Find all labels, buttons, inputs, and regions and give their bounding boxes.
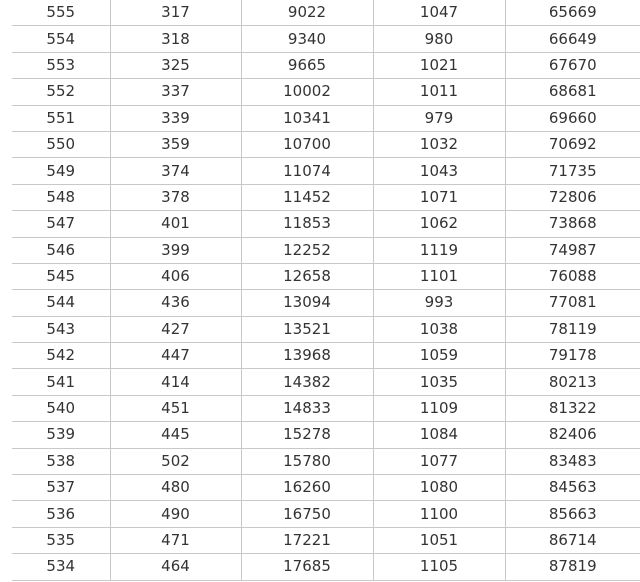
count-cell: 359 [110,131,241,157]
cumulative-count-cell: 10700 [241,131,373,157]
cumulative-b-cell: 74987 [505,237,640,263]
cumulative-b-cell: 69660 [505,105,640,131]
table-row [12,395,640,421]
table-row [12,0,640,26]
table-row [12,184,640,210]
cumulative-count-cell: 9665 [241,52,373,78]
count-cell: 317 [110,0,241,26]
cumulative-count-cell: 13521 [241,316,373,342]
cumulative-b-cell: 70692 [505,131,640,157]
table-row [12,369,640,395]
count-cell: 337 [110,79,241,105]
cumulative-b-cell: 82406 [505,422,640,448]
cumulative-b-cell: 86714 [505,527,640,553]
count-cell: 374 [110,158,241,184]
cumulative-count-cell: 11452 [241,184,373,210]
cumulative-count-cell: 16750 [241,501,373,527]
count-cell: 406 [110,263,241,289]
cumulative-count-cell: 14382 [241,369,373,395]
score-cell: 536 [12,501,110,527]
score-cell: 554 [12,26,110,52]
score-cell: 552 [12,79,110,105]
table-row [12,105,640,131]
count-b-cell: 1101 [373,263,505,289]
count-b-cell: 1080 [373,475,505,501]
score-cell: 541 [12,369,110,395]
count-cell: 502 [110,448,241,474]
count-cell: 325 [110,52,241,78]
cumulative-b-cell: 68681 [505,79,640,105]
count-cell: 451 [110,395,241,421]
cumulative-b-cell: 65669 [505,0,640,26]
table-row [12,475,640,501]
cumulative-b-cell: 79178 [505,343,640,369]
cumulative-count-cell: 15278 [241,422,373,448]
count-cell: 318 [110,26,241,52]
count-cell: 339 [110,105,241,131]
table-row [12,422,640,448]
count-b-cell: 1059 [373,343,505,369]
cumulative-count-cell: 13968 [241,343,373,369]
table-row [12,554,640,580]
cumulative-count-cell: 17221 [241,527,373,553]
score-cell: 555 [12,0,110,26]
count-b-cell: 1021 [373,52,505,78]
table-row [12,316,640,342]
score-cell: 549 [12,158,110,184]
cumulative-b-cell: 71735 [505,158,640,184]
count-b-cell: 1043 [373,158,505,184]
score-cell: 538 [12,448,110,474]
table-row [12,290,640,316]
cumulative-count-cell: 9340 [241,26,373,52]
cumulative-count-cell: 10341 [241,105,373,131]
cumulative-count-cell: 11074 [241,158,373,184]
score-cell: 545 [12,263,110,289]
cumulative-count-cell: 13094 [241,290,373,316]
score-cell: 546 [12,237,110,263]
count-b-cell: 1100 [373,501,505,527]
count-cell: 401 [110,211,241,237]
count-cell: 480 [110,475,241,501]
table-row [12,501,640,527]
table-row [12,26,640,52]
table-row [12,158,640,184]
score-table-container [12,0,640,582]
score-cell: 547 [12,211,110,237]
cumulative-b-cell: 83483 [505,448,640,474]
score-cell: 542 [12,343,110,369]
count-cell: 436 [110,290,241,316]
cumulative-b-cell: 80213 [505,369,640,395]
count-cell: 427 [110,316,241,342]
score-cell: 551 [12,105,110,131]
cumulative-count-cell: 15780 [241,448,373,474]
table-row [12,343,640,369]
score-cell: 543 [12,316,110,342]
count-b-cell: 1011 [373,79,505,105]
cumulative-b-cell: 78119 [505,316,640,342]
cumulative-b-cell: 87819 [505,554,640,580]
cumulative-count-cell: 16260 [241,475,373,501]
cumulative-count-cell: 14833 [241,395,373,421]
count-b-cell: 1035 [373,369,505,395]
count-cell: 445 [110,422,241,448]
cumulative-b-cell: 85663 [505,501,640,527]
score-cell: 539 [12,422,110,448]
count-b-cell: 979 [373,105,505,131]
cumulative-count-cell: 11853 [241,211,373,237]
table-row [12,263,640,289]
count-b-cell: 1077 [373,448,505,474]
count-b-cell: 1051 [373,527,505,553]
cumulative-count-cell: 12252 [241,237,373,263]
table-row [12,79,640,105]
score-cell: 550 [12,131,110,157]
score-cell: 544 [12,290,110,316]
count-b-cell: 1038 [373,316,505,342]
score-cell: 534 [12,554,110,580]
cumulative-count-cell: 10002 [241,79,373,105]
table-row [12,527,640,553]
score-table-body [12,0,640,580]
count-b-cell: 1062 [373,211,505,237]
score-cell: 540 [12,395,110,421]
count-b-cell: 1071 [373,184,505,210]
count-cell: 490 [110,501,241,527]
cumulative-b-cell: 66649 [505,26,640,52]
table-row [12,131,640,157]
score-cell: 537 [12,475,110,501]
table-row [12,52,640,78]
count-b-cell: 993 [373,290,505,316]
score-cell: 553 [12,52,110,78]
count-b-cell: 980 [373,26,505,52]
count-b-cell: 1047 [373,0,505,26]
count-b-cell: 1109 [373,395,505,421]
count-b-cell: 1084 [373,422,505,448]
cumulative-b-cell: 77081 [505,290,640,316]
count-cell: 399 [110,237,241,263]
cumulative-b-cell: 84563 [505,475,640,501]
count-cell: 447 [110,343,241,369]
count-cell: 471 [110,527,241,553]
score-table [12,0,640,581]
cumulative-count-cell: 9022 [241,0,373,26]
count-b-cell: 1119 [373,237,505,263]
cumulative-b-cell: 73868 [505,211,640,237]
count-b-cell: 1032 [373,131,505,157]
table-row [12,237,640,263]
cumulative-b-cell: 72806 [505,184,640,210]
count-cell: 378 [110,184,241,210]
count-cell: 464 [110,554,241,580]
table-row [12,448,640,474]
count-cell: 414 [110,369,241,395]
cumulative-b-cell: 81322 [505,395,640,421]
cumulative-b-cell: 76088 [505,263,640,289]
score-cell: 548 [12,184,110,210]
cumulative-count-cell: 12658 [241,263,373,289]
cumulative-b-cell: 67670 [505,52,640,78]
table-row [12,211,640,237]
count-b-cell: 1105 [373,554,505,580]
score-cell: 535 [12,527,110,553]
cumulative-count-cell: 17685 [241,554,373,580]
